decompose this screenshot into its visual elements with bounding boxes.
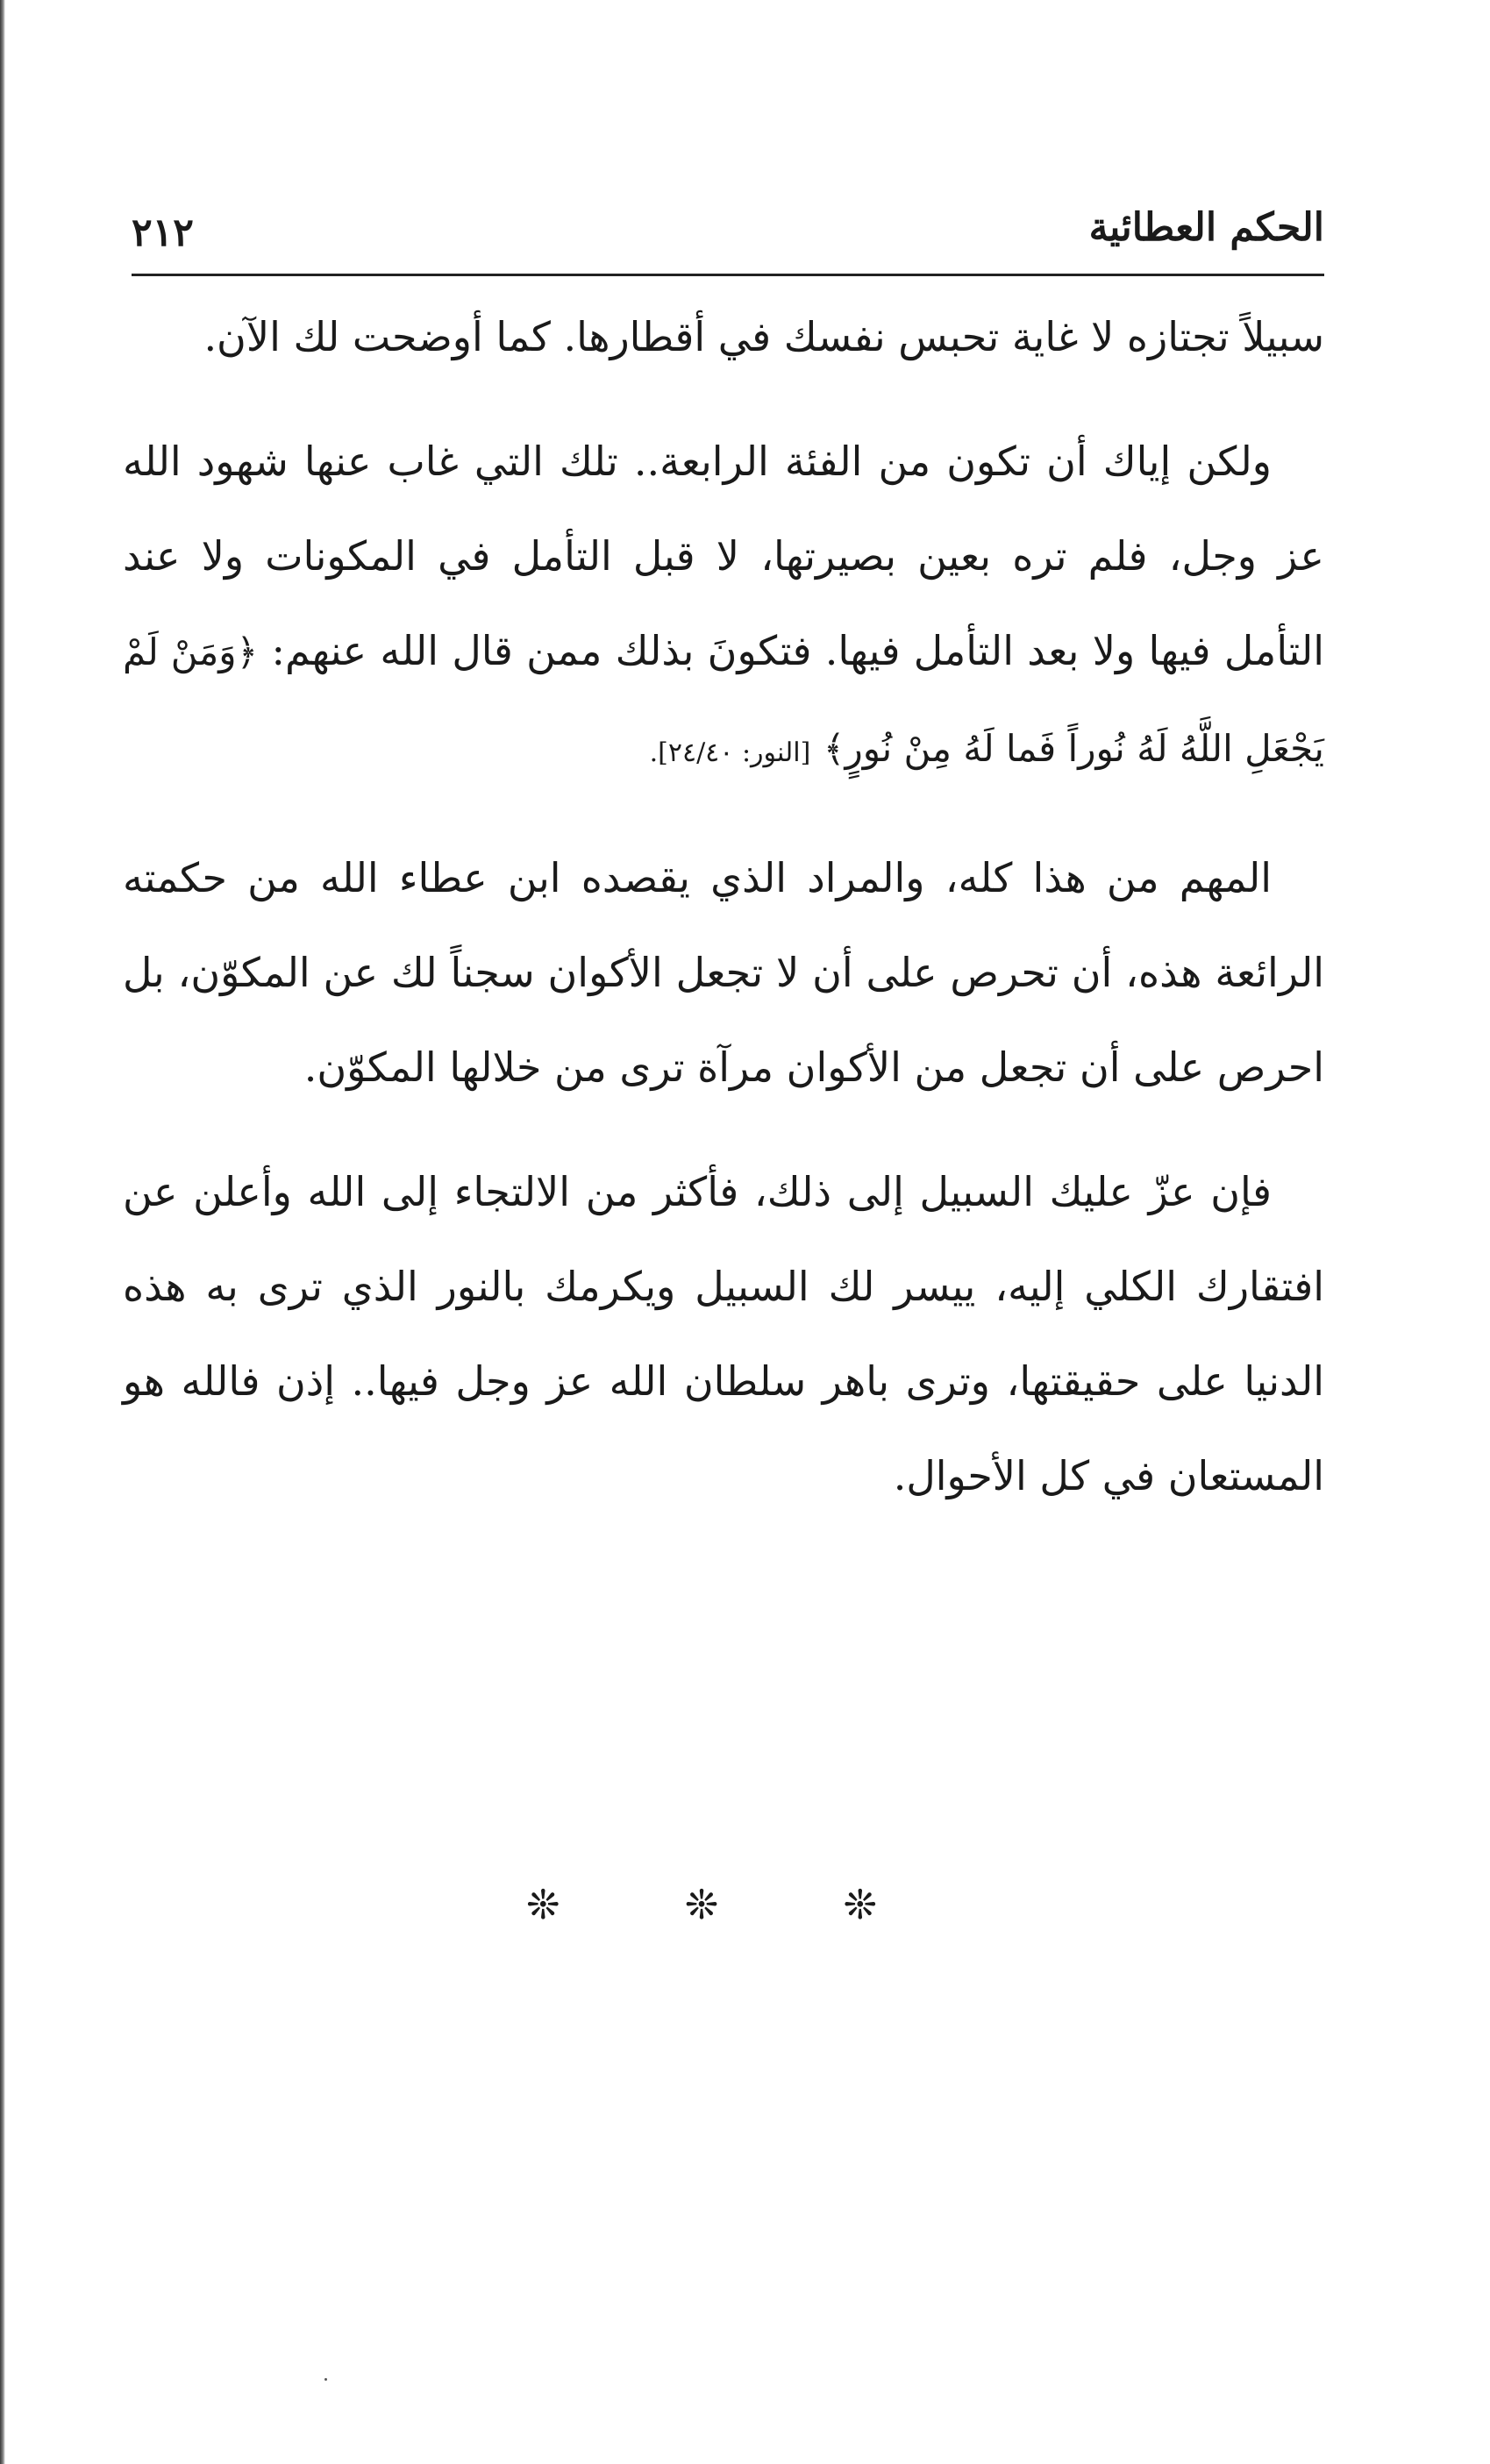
paragraph-2 xyxy=(123,414,1324,801)
asterism-star: ❊ xyxy=(843,1881,877,1928)
paragraph-3: المهم من هذا كله، والمراد الذي يقصده ابن عطاء الله من حكمته الرائعة هذه، أن تحرص على أن لا تجعل الأكوان سجناً لك عن المكوّن، بل احرص على أن تجعل من الأكوان مرآة ترى من خلالها المكوّن. xyxy=(123,854,1324,1091)
paragraph-1: سبيلاً تجتازه لا غاية تحبس نفسك في أقطارها. كما أوضحت لك الآن. xyxy=(203,313,1324,360)
verse-reference: [النور: ٢٤/٤٠]. xyxy=(649,737,811,768)
quran-verse: ﴿وَمَنْ لَمْ يَجْعَلِ اللَّهُ لَهُ نُوراً فَما لَهُ مِنْ نُورٍ﴾ xyxy=(123,630,1324,770)
section-separator xyxy=(526,1881,877,1942)
running-title: الحكم العطائية xyxy=(1088,205,1324,250)
header-rule xyxy=(132,274,1324,276)
paragraph-2-text: ولكن إياك أن تكون من الفئة الرابعة.. تلك التي غاب عنها شهود الله عز وجل، فلم تره بعين بصيرتها، لا قبل التأمل في المكونات ولا عند التأمل فيها ولا بعد التأمل فيها. فتكونَ بذلك ممن قال الله عنهم: xyxy=(123,438,1325,674)
body-text xyxy=(123,289,1324,1553)
asterism-star: ❊ xyxy=(526,1881,560,1928)
scan-speck xyxy=(324,2378,327,2381)
running-head xyxy=(132,193,1324,272)
paragraph-4: فإن عزّ عليك السبيل إلى ذلك، فأكثر من الالتجاء إلى الله وأعلن عن افتقارك الكلي إليه، ييسر لك السبيل ويكرمك بالنور الذي ترى به هذه الدنيا على حقيقتها، وترى باهر سلطان الله عز وجل فيها.. إذن فالله هو المستعان في كل الأحوال. xyxy=(123,1168,1324,1499)
scan-edge-shadow xyxy=(0,0,5,2464)
asterism-star: ❊ xyxy=(684,1881,719,1928)
page-number: ٢١٢ xyxy=(132,210,194,255)
